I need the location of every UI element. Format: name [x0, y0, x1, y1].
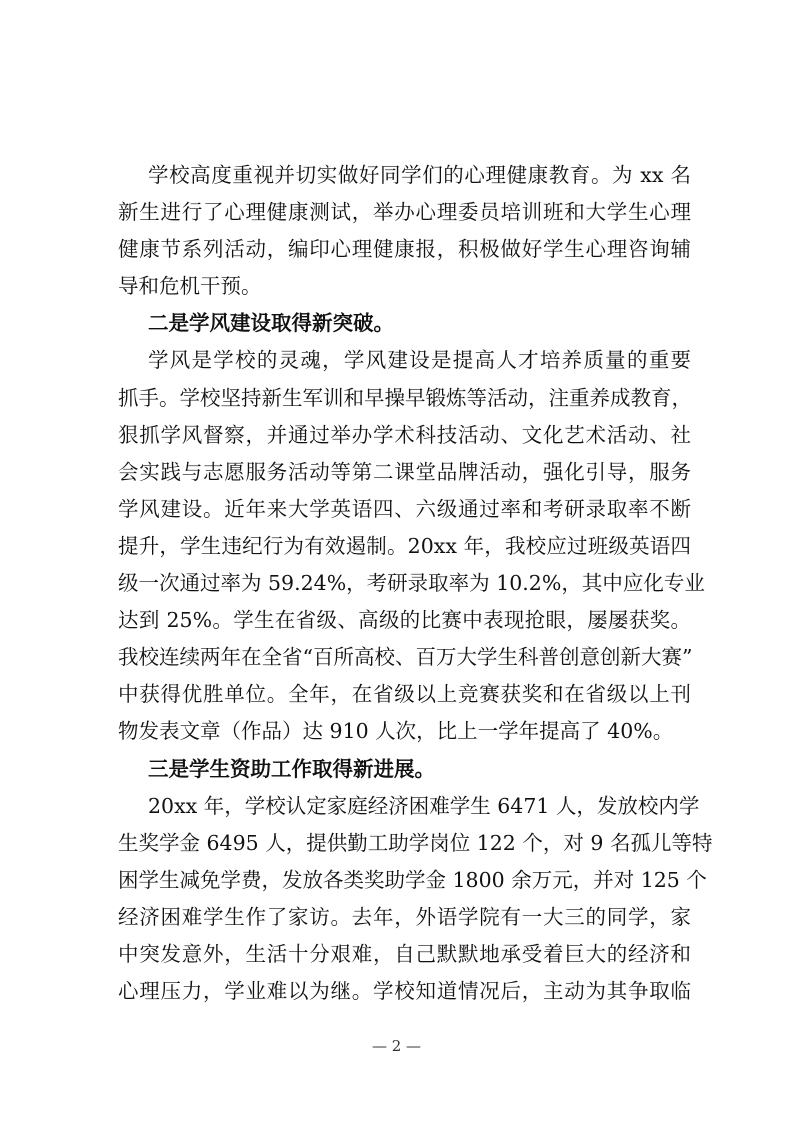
- text-line: 生奖学金 6495 人，提供勤工助学岗位 122 个，对 9 名孤儿等特: [118, 830, 713, 855]
- text-line: 抓手。学校坚持新生军训和早操早锻炼等活动，注重养成教育，: [118, 385, 692, 410]
- paragraph: [118, 157, 691, 305]
- text-line: 学风是学校的灵魂，学风建设是提高人才培养质量的重要: [148, 348, 691, 373]
- text-line: 达到 25%。学生在省级、高级的比赛中表现抢眼，屡屡获奖。: [118, 608, 691, 633]
- paragraph: [118, 788, 713, 1011]
- text-line: 提升，学生违纪行为有效遏制。20xx 年，我校应过班级英语四: [118, 533, 691, 558]
- page-number: — 2 —: [371, 1037, 422, 1055]
- section-heading: [118, 305, 691, 342]
- text-line: 学风建设。近年来大学英语四、六级通过率和考研录取率不断: [118, 496, 691, 521]
- text-line: 狠抓学风督察，并通过举办学术科技活动、文化艺术活动、社: [118, 422, 691, 447]
- text-line: 学校高度重视并切实做好同学们的心理健康教育。为 xx 名: [148, 163, 691, 187]
- text-line: 经济困难学生作了家访。去年，外语学院有一大三的同学，家: [118, 904, 691, 929]
- text-line: 中突发意外，生活十分艰难，自己默默地承受着巨大的经济和: [118, 941, 691, 966]
- text-line: 健康节系列活动，编印心理健康报，积极做好学生心理咨询辅: [118, 237, 691, 262]
- paragraph: [118, 342, 705, 750]
- text-line: 困学生减免学费，发放各类奖助学金 1800 余万元，并对 125 个: [118, 867, 707, 892]
- text-line: 导和危机干预。: [118, 274, 262, 299]
- text-line: 20xx 年，学校认定家庭经济困难学生 6471 人，发放校内学: [148, 793, 700, 818]
- text-line: 级一次通过率为 59.24%，考研录取率为 10.2%，其中应化专业: [118, 571, 705, 596]
- text-line: 新生进行了心理健康测试，举办心理委员培训班和大学生心理: [118, 200, 691, 225]
- text-line: 中获得优胜单位。全年，在省级以上竞赛获奖和在省级以上刊: [118, 682, 691, 707]
- text-line: 物发表文章（作品）达 910 人次，比上一学年提高了 40%。: [118, 719, 674, 744]
- section-heading: [118, 751, 691, 788]
- text-line: 会实践与志愿服务活动等第二课堂品牌活动，强化引导，服务: [118, 459, 691, 484]
- text-line: 二是学风建设取得新突破。: [148, 311, 394, 336]
- document-body: [118, 157, 713, 1010]
- text-line: 三是学生资助工作取得新进展。: [148, 756, 435, 781]
- text-line: 我校连续两年在全省“百所高校、百万大学生科普创意创新大赛”: [118, 645, 693, 670]
- text-line: 心理压力，学业难以为继。学校知道情况后，主动为其争取临: [118, 979, 691, 1004]
